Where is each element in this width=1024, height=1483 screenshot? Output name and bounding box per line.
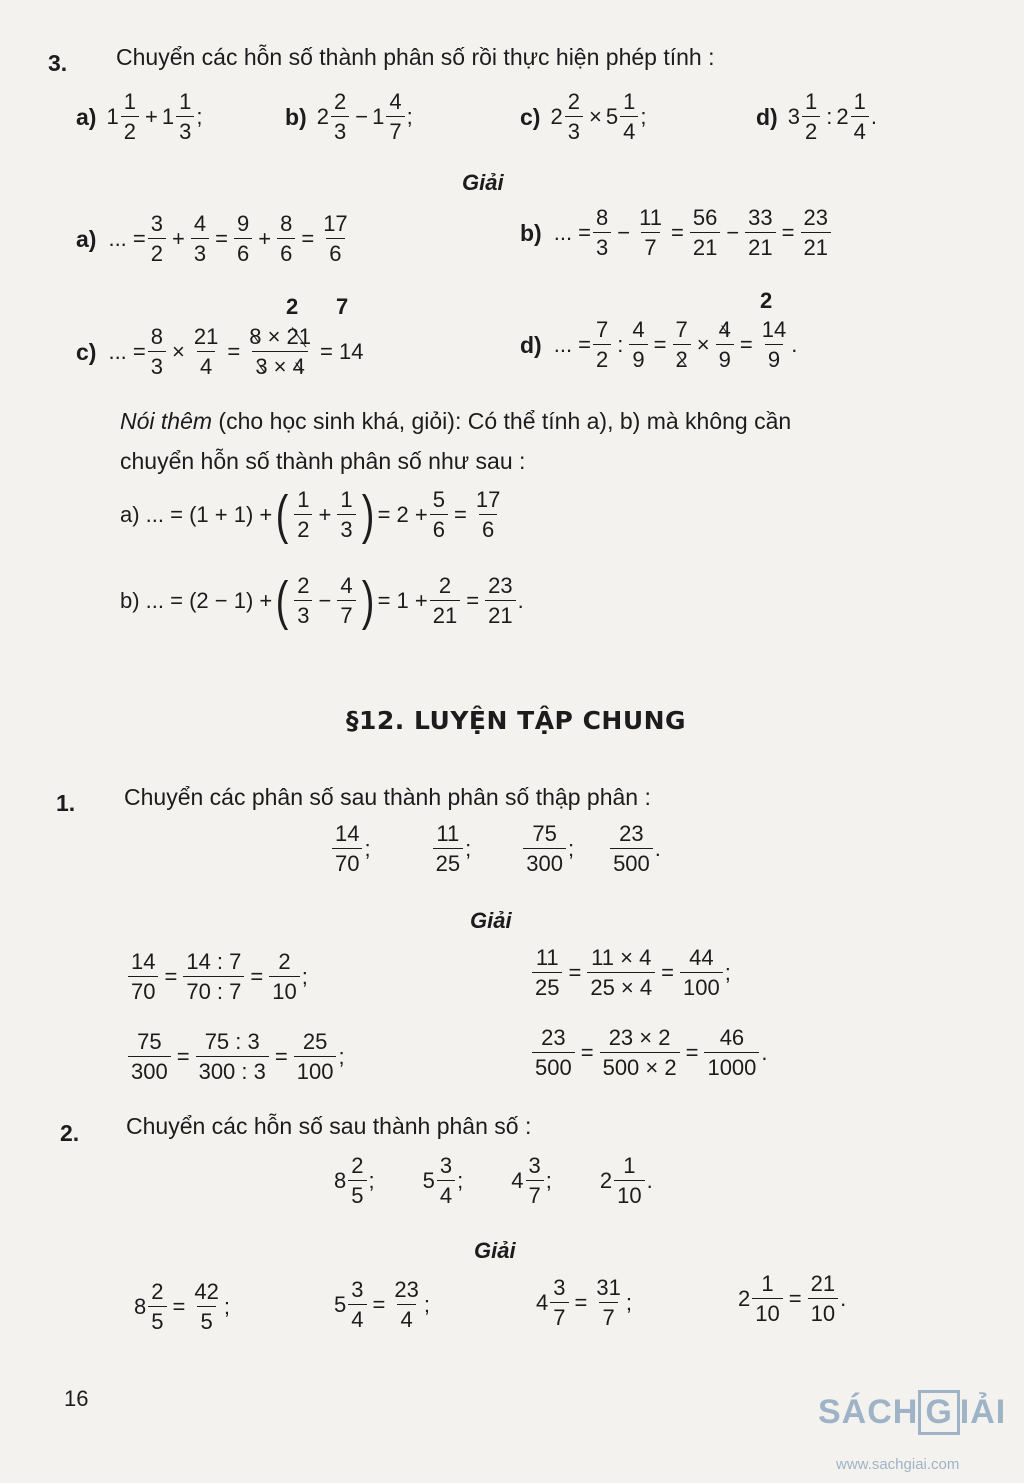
solution-header: Giải bbox=[474, 1238, 516, 1263]
note-line-2: chuyển hỗn số thành phân số như sau : bbox=[120, 448, 526, 474]
solution3-b: b) ... = $\frac{8}{3}$ − $\frac{11}{7}$ = $\frac{56}{21}$ − $\frac{33}{21}$ = $\frac{23}{21}$ bbox=[520, 206, 833, 260]
problem1-fractions: $\frac{14}{70}$ ; $\frac{11}{25}$ ; $\frac{75}{300}$ ; $\frac{23}{500}$ . bbox=[330, 822, 661, 876]
problem3-c: c) 2 $\frac{2}{3}$ × 5 $\frac{1}{4}$ ; bbox=[520, 89, 647, 145]
page-number: 16 bbox=[64, 1386, 89, 1411]
site-logo: SÁCH G IẢI bbox=[818, 1390, 1006, 1435]
problem2-mixed-numbers: 8 $\frac{2}{5}$ ; 5 $\frac{3}{4}$ ; 4 $\frac{3}{7}$ ; 2 $\frac{1}{10}$ . bbox=[334, 1153, 653, 1209]
solution3-a: a) ... = $\frac{3}{2}$ + $\frac{4}{3}$ = $\frac{9}{6}$ + $\frac{8}{6}$ = $\frac{17}{6}$ bbox=[76, 211, 348, 267]
cancel-top-d: 2 bbox=[760, 288, 773, 313]
problem-number: 2. bbox=[60, 1120, 80, 1146]
problem-number: 1. bbox=[56, 790, 76, 816]
problem-statement: Chuyển các hỗn số sau thành phân số : bbox=[126, 1113, 532, 1139]
solution2-item4: 2 $\frac{1}{10}$ = $\frac{21}{10}$ . bbox=[738, 1271, 847, 1327]
problem-statement: Chuyển các hỗn số thành phân số rồi thực hiện phép tính : bbox=[116, 44, 715, 70]
solution-header: Giải bbox=[470, 908, 512, 933]
note-line-1: Nói thêm (cho học sinh khá, giỏi): Có thể tính a), b) mà không cần bbox=[120, 408, 792, 434]
solution2-item1: 8 $\frac{2}{5}$ = $\frac{42}{5}$ ; bbox=[134, 1279, 230, 1335]
solution1-row4: $\frac{23}{500}$ = $\frac{23 \times 2}{500 \times 2}$ = $\frac{46}{1000}$ . bbox=[530, 1026, 768, 1080]
solution1-row1: $\frac{14}{70}$ = $\frac{14 : 7}{70 : 7}$ = $\frac{2}{10}$ ; bbox=[126, 950, 308, 1004]
solution3-c: c) ... = $\frac{8}{3}$ × $\frac{21}{4}$ = $\frac{8 \times 21}{3 \times 4}$ = 14 bbox=[76, 324, 364, 380]
solution3-d: d) ... = $\frac{7}{2}$ : $\frac{4}{9}$ = $\frac{7}{2}$ × $\frac{4}{9}$ = $\frac{14}{9}$ . bbox=[520, 317, 798, 373]
problem3-b: b) 2 $\frac{2}{3}$ − 1 $\frac{4}{7}$ ; bbox=[285, 89, 413, 145]
site-url[interactable]: www.sachgiai.com bbox=[836, 1456, 960, 1473]
problem-number: 3. bbox=[48, 50, 68, 76]
solution1-row2: $\frac{11}{25}$ = $\frac{11 \times 4}{25 \times 4}$ = $\frac{44}{100}$ ; bbox=[530, 946, 731, 1000]
problem3-a: a) 1 $\frac{1}{2}$ + 1 $\frac{1}{3}$ ; bbox=[76, 89, 203, 145]
note-a: a) ... = (1 + 1) + ( $\frac{1}{2}$ + $\frac{1}{3}$ ) = 2 + $\frac{5}{6}$ = $\frac{17}{6}$ bbox=[120, 485, 501, 546]
problem-statement: Chuyển các phân số sau thành phân số thập phân : bbox=[124, 784, 651, 810]
solution1-row3: $\frac{75}{300}$ = $\frac{75 : 3}{300 : 3}$ = $\frac{25}{100}$ ; bbox=[126, 1030, 345, 1084]
solution-header: Giải bbox=[462, 170, 504, 195]
solution2-item2: 5 $\frac{3}{4}$ = $\frac{23}{4}$ ; bbox=[334, 1277, 430, 1333]
cancel-top-c1: 2 bbox=[286, 294, 299, 319]
solution2-item3: 4 $\frac{3}{7}$ = $\frac{31}{7}$ ; bbox=[536, 1275, 632, 1331]
cancel-top-c2: 7 bbox=[336, 294, 349, 319]
problem3-d: d) 3 $\frac{1}{2}$ : 2 $\frac{1}{4}$ . bbox=[756, 89, 877, 145]
note-b: b) ... = (2 − 1) + ( $\frac{2}{3}$ − $\frac{4}{7}$ ) = 1 + $\frac{2}{21}$ = $\frac{23}{21}$ . bbox=[120, 571, 524, 632]
section-title: §12. LUYỆN TẬP CHUNG bbox=[346, 706, 687, 735]
